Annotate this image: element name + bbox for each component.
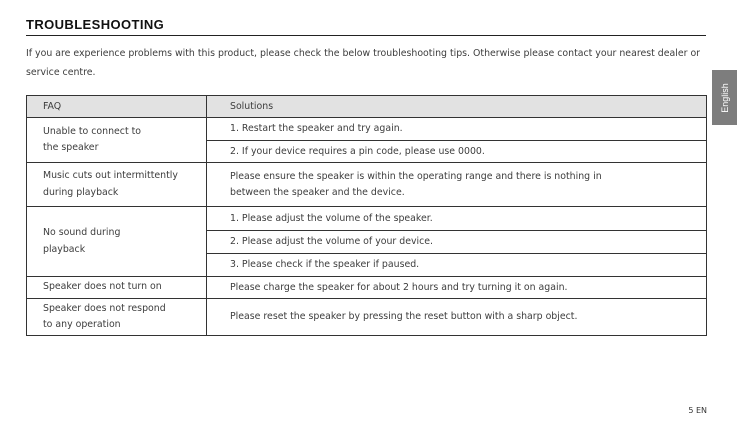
solution-cell: 1. Please adjust the volume of the speaker.: [207, 207, 707, 231]
faq-line: Speaker does not turn on: [43, 281, 162, 293]
solution-cell: 2. Please adjust the volume of your device.: [207, 231, 707, 254]
faq-line: during playback: [43, 186, 119, 198]
faq-column-header: FAQ: [27, 96, 207, 118]
solution-cell: 3. Please check if the speaker if paused.: [207, 254, 707, 277]
faq-line: the speaker: [43, 142, 99, 153]
table-row: [27, 163, 707, 207]
faq-cell: [27, 277, 207, 299]
solution-cell: Please charge the speaker for about 2 hours and try turning it on again.: [207, 277, 707, 299]
table-row: [27, 299, 707, 336]
solution-cell: 2. If your device requires a pin code, please use 0000.: [207, 141, 707, 163]
solution-cell: 1. Restart the speaker and try again.: [207, 118, 707, 141]
intro-paragraph: If you are experience problems with this product, please check the below troubleshooting tips. Otherwise please contact your nearest dealer or service centre.: [26, 48, 701, 78]
language-tab: [712, 70, 737, 125]
table-row: [27, 277, 707, 299]
troubleshooting-table: [26, 95, 707, 336]
page-number: 5 EN: [688, 406, 707, 415]
faq-line: Music cuts out intermittently: [43, 170, 178, 181]
faq-cell: [27, 207, 207, 277]
title-divider: [26, 35, 706, 36]
solutions-column-header: Solutions: [207, 96, 707, 118]
faq-line: playback: [43, 243, 86, 255]
faq-cell: [27, 118, 207, 163]
faq-line: Unable to connect to: [43, 125, 142, 137]
solution-cell: Please ensure the speaker is within the operating range and there is nothing in between the speaker and the device.: [207, 163, 707, 207]
faq-cell: [27, 299, 207, 336]
faq-line: Speaker does not respond: [43, 302, 166, 314]
solution-cell: Please reset the speaker by pressing the reset button with a sharp object.: [207, 299, 707, 336]
table-row: [27, 118, 707, 141]
section-title: TROUBLESHOOTING: [26, 17, 165, 32]
faq-line: to any operation: [43, 319, 121, 330]
table-header-row: [27, 96, 707, 118]
faq-cell: [27, 163, 207, 207]
faq-line: No sound during: [43, 227, 121, 238]
language-tab-label: English: [719, 82, 730, 113]
table-row: [27, 207, 707, 231]
